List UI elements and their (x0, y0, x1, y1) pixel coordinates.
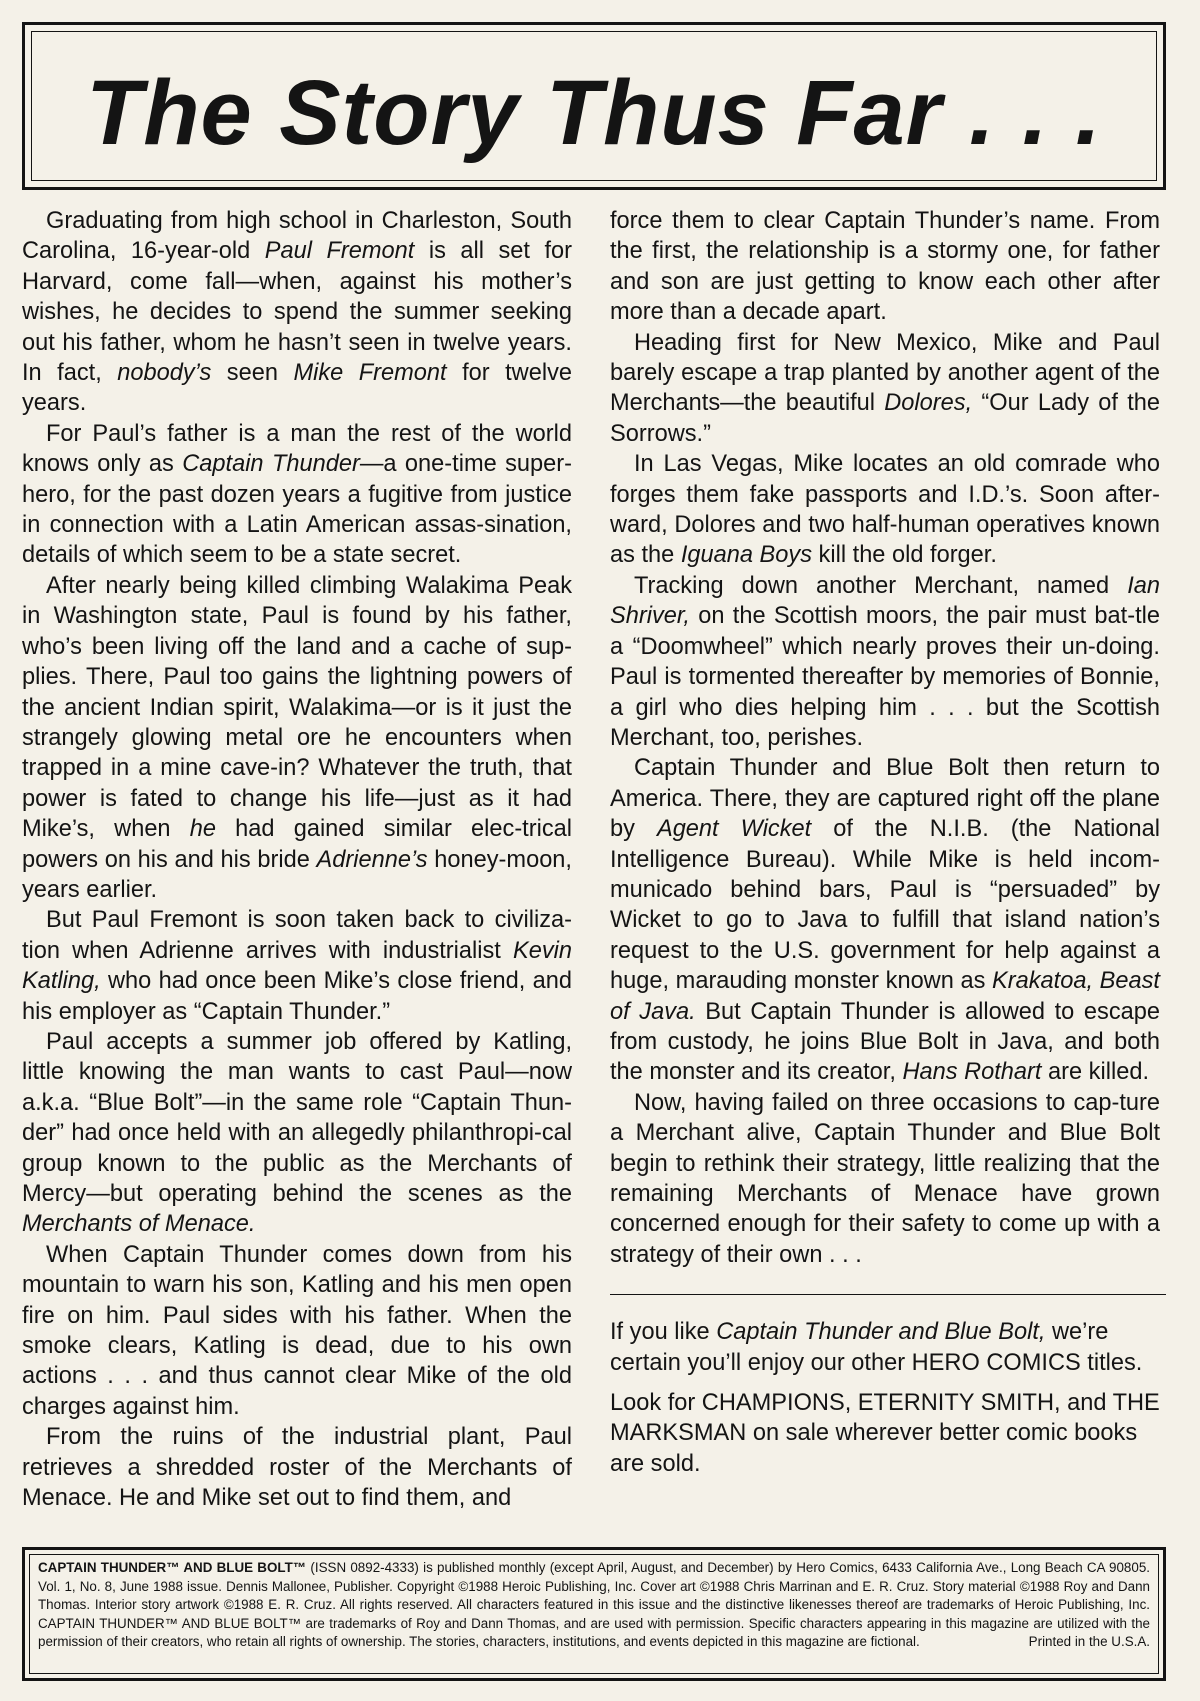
story-paragraph: From the ruins of the industrial plant, Paul retrieves a shredded roster of the Merchants of Menace. He and Mike set out to find them, and (22, 1424, 572, 1512)
story-paragraph: But Paul Fremont is soon taken back to civiliza-tion when Adrienne arrives with industrialist Kevin Katling, who had once been Mike’s close friend, and his employer as “Captain Thunder.” (22, 907, 572, 1025)
section-divider (610, 1294, 1166, 1295)
story-paragraph: When Captain Thunder comes down from his mountain to warn his son, Katling and his men open fire on him. Paul sides with his father. When the smoke clears, Katling is dead, due to his own actions . . . and thus cannot clear Mike of the old charges against him. (22, 1241, 572, 1420)
right-column (610, 206, 1160, 1479)
italic-name: Mike Fremont (293, 360, 447, 387)
italic-name: Paul Fremont (264, 238, 415, 265)
promo-paragraph: If you like Captain Thunder and Blue Bolt, we’re certain you’ll enjoy our other HERO COMICS titles. (610, 1319, 1143, 1376)
italic-name: Kevin Katling, (22, 937, 572, 995)
story-paragraph: Graduating from high school in Charleston, South Carolina, 16-year-old Paul Fremont is all set for Harvard, come fall—when, against his mother’s wishes, he decides to spend the summer seeking out his father, whom he hasn’t seen in twelve years. In fact, nobody’s seen Mike Fremont for twelve years. (22, 208, 573, 417)
story-paragraph: Heading first for New Mexico, Mike and Paul barely escape a trap planted by another agent of the Merchants—the beautiful Dolores, “Our Lady of the Sorrows.” (610, 329, 1160, 447)
story-paragraph: In Las Vegas, Mike locates an old comrade who forges them fake passports and I.D.’s. Soon after-ward, Dolores and two half-human operatives known as the Iguana Boys kill the old forger. (610, 451, 1160, 569)
italic-name: nobody’s (117, 360, 212, 387)
italic-name: Hans Rothart (902, 1059, 1042, 1086)
story-paragraph: Captain Thunder and Blue Bolt then return to America. There, they are captured right off the plane by Agent Wicket of the N.I.B. (the National Intelligence Bureau). While Mike is held incom-municado behind bars, Paul is “persuaded” by Wicket to go to Java to fulfill that island nation’s request to the U.S. government for help against a huge, marauding monster known as Krakatoa, Beast of Java. But Captain Thunder is allowed to escape from custody, he joins Blue Bolt in Java, and both the monster and its creator, Hans Rothart are killed. (610, 755, 1161, 1086)
promo-paragraph: Look for CHAMPIONS, ETERNITY SMITH, and THE MARKSMAN on sale wherever better comic books are sold. (610, 1390, 1160, 1477)
printed-in-usa: Printed in the U.S.A. (1028, 1634, 1150, 1650)
italic-name: Iguana Boys (680, 542, 812, 569)
indicia-box (22, 1547, 1166, 1681)
italic-name: Adrienne’s (316, 846, 428, 873)
italic-name: he (189, 816, 216, 843)
italic-name: Dolores, (884, 390, 973, 417)
story-paragraph: Tracking down another Merchant, named Ian Shriver, on the Scottish moors, the pair must bat-tle a “Doomwheel” which nearly proves their un-doing. Paul is tormented thereafter by memories of Bonnie, a girl who dies helping him . . . but the Scottish Merchant, too, perishes. (610, 572, 1160, 751)
indicia-text (29, 1554, 1159, 1674)
story-paragraph: Paul accepts a summer job offered by Katling, little knowing the man wants to cast Paul—now a.k.a. “Blue Bolt”—in the same role “Captain Thun-der” had once held with an allegedly philanthropi-cal group known to the public as the Merchants of Mercy—but operating behind the scenes as the Merchants of Menace. (22, 1028, 572, 1238)
indicia-body: (ISSN 0892-4333) is published monthly (except April, August, and December) by Hero Comics, 6433 California Ave., Long Beach CA 90805. Vol. 1, No. 8, June 1988 issue. Dennis Mallonee, Publisher. Copyright ©1988 Heroic Publishing, Inc. Cover art ©1988 Chris Marrinan and E. R. Cruz. Story material ©1988 Roy and Dann Thomas. Interior story artwork ©1988 E. R. Cruz. All rights reserved. All characters featured in this issue and the distinctive likenesses thereof are trademarks of Heroic Publishing, Inc. CAPTAIN THUNDER™ AND BLUE BOLT™ are trademarks of Roy and Dann Thomas, and are used with permission. Specific characters appearing in this magazine are utilized with the permission of their creators, who retain all rights of ownership. The stories, characters, institutions, and events depicted in this magazine are fictional. (38, 1560, 1150, 1650)
story-paragraph: After nearly being killed climbing Walakima Peak in Washington state, Paul is found by his father, who’s been living off the land and a cache of sup-plies. There, Paul too gains the lightning powers of the ancient Indian spirit, Walakima—or is it just the strangely glowing metal ore he encounters when trapped in a mine cave-in? Whatever the truth, that power is fated to change his life—just as it had Mike’s, when he had gained similar elec-trical powers on his and his bride Adrienne’s honey-moon, years earlier. (22, 572, 572, 903)
italic-name: Ian Shriver, (610, 572, 1160, 630)
indicia-lead: CAPTAIN THUNDER™ AND BLUE BOLT™ (38, 1560, 307, 1575)
italic-name: Krakatoa, Beast of Java. (610, 968, 1160, 1025)
story-paragraph: Now, having failed on three occasions to cap-ture a Merchant alive, Captain Thunder and Blue Bolt begin to rethink their strategy, little realizing that the remaining Merchants of Menace have grown concerned enough for their safety to come up with a strategy of their own . . . (610, 1089, 1160, 1268)
italic-name: Captain Thunder and Blue Bolt, (716, 1319, 1046, 1346)
italic-name: Agent Wicket (656, 816, 812, 843)
italic-name: Captain Thunder (182, 451, 360, 478)
story-paragraph: For Paul’s father is a man the rest of the world knows only as Captain Thunder—a one-time super-hero, for the past dozen years a fugitive from justice in connection with a Latin American assas-sination, details of which seem to be a state secret. (22, 420, 572, 569)
title-box (22, 22, 1166, 190)
story-paragraph: force them to clear Captain Thunder’s name. From the first, the relationship is a stormy one, for father and son are just getting to know each other after more than a decade apart. (610, 208, 1160, 326)
page-title: The Story Thus Far . . . (86, 62, 1102, 164)
italic-name: Merchants of Menace. (22, 1211, 256, 1238)
left-column (22, 206, 572, 1513)
